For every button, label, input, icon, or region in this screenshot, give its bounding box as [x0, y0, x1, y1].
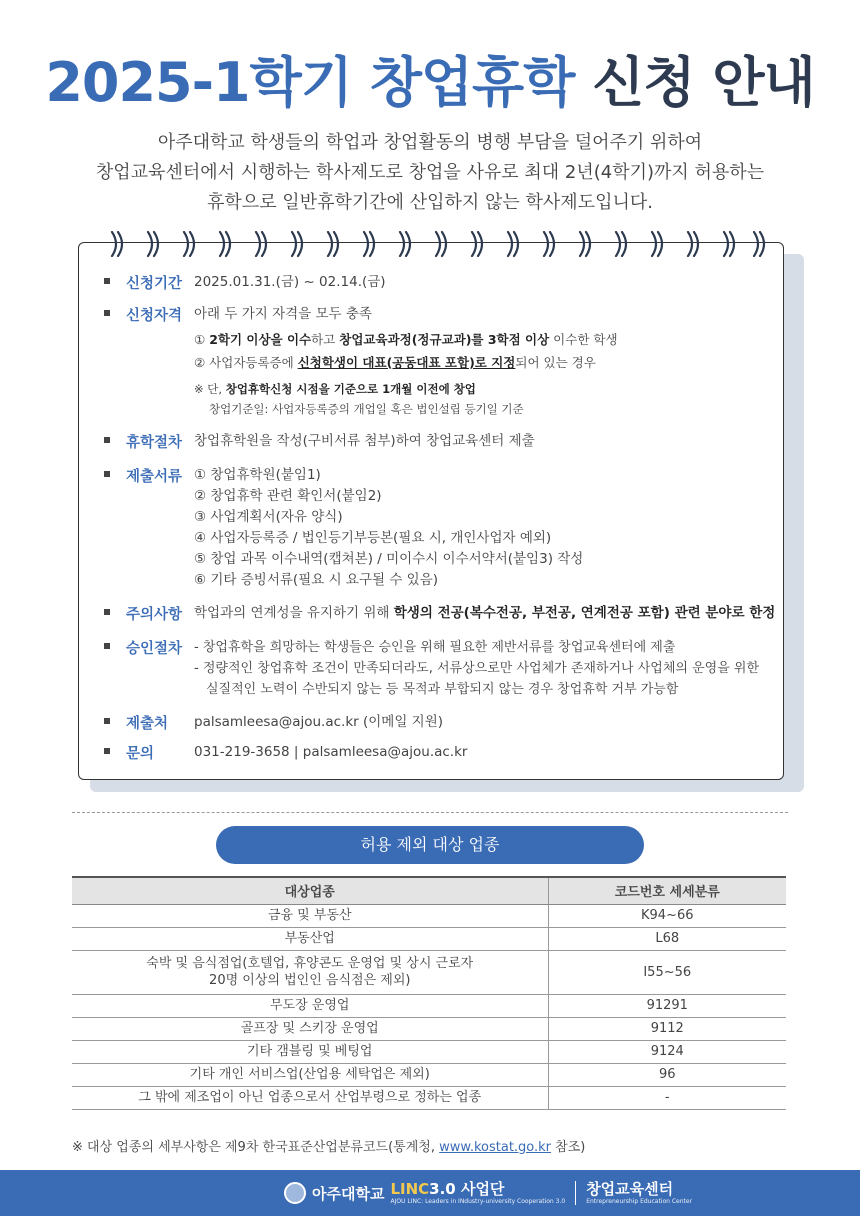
document-item: ④ 사업자등록증 / 법인등기부등본(필요 시, 개인사업자 예외): [194, 530, 552, 546]
kostat-link[interactable]: www.kostat.go.kr: [439, 1140, 552, 1155]
approval-text: [194, 637, 759, 700]
table-row: 숙박 및 음식점업(호텔업, 휴양콘도 운영업 및 상시 근로자 20명 이상의 법인인 음식점은 제외) I55~56: [72, 950, 786, 994]
footer-bar: [0, 1170, 860, 1216]
logo-divider: [575, 1181, 576, 1205]
documents-list: [194, 465, 583, 591]
table-row: 무도장 운영업 91291: [72, 994, 786, 1017]
item-label: 제출서류: [126, 469, 183, 485]
item-label: 문의: [126, 746, 155, 762]
item-label: 신청기간: [126, 276, 183, 292]
intro-line: 창업교육센터에서 시행하는 학사제도로 창업을 사유로 최대 2년(4학기)까지 허용하는: [95, 162, 765, 183]
condition-2: ② 사업자등록증에 신청학생이 대표(공동대표 포함)로 지정되어 있는 경우: [194, 355, 596, 370]
excluded-table: [72, 876, 786, 1110]
bullet-icon: [104, 471, 110, 477]
intro-text: [0, 128, 860, 218]
table-row: 부동산업 L68: [72, 927, 786, 950]
approval-line: - 창업휴학을 희망하는 학생들은 승인을 위해 필요한 제반서류를 창업교육센터에 제출: [194, 640, 676, 655]
item-value: 2025.01.31.(금) ~ 02.14.(금): [194, 274, 386, 290]
item-label: 휴학절차: [126, 435, 183, 451]
bullet-icon: [104, 609, 110, 615]
eligibility-note: ※ 단, 창업휴학신청 시점을 기준으로 1개월 이전에 창업: [194, 382, 476, 396]
approval-line: - 정량적인 창업휴학 조건이 만족되더라도, 서류상으로만 사업체가 존재하거나 사업체의 운영을 위한: [194, 661, 760, 676]
bullet-icon: [104, 278, 110, 284]
footnote: ※ 대상 업종의 세부사항은 제9차 한국표준산업분류코드(통계청, www.kostat.go.kr 참조): [72, 1140, 586, 1155]
bullet-icon: [104, 310, 110, 316]
title-part1: 2025-1학기 창업휴학: [45, 51, 575, 114]
intro-line: 휴학으로 일반휴학기간에 산입하지 않는 학사제도입니다.: [207, 192, 653, 213]
eligibility-note-date: 창업기준일: 사업자등록증의 개업일 혹은 법인설립 등기일 기준: [209, 402, 524, 416]
item-label: 신청자격: [126, 308, 183, 324]
linc-logo: LINC3.0 사업단 AJOU LINC: Leaders in INdustry-university Cooperation 3.0: [390, 1180, 566, 1205]
intro-line: 아주대학교 학생들의 학업과 창업활동의 병행 부담을 덜어주기 위하여: [157, 132, 703, 153]
document-item: ⑥ 기타 증빙서류(필요 시 요구될 수 있음): [194, 572, 438, 588]
table-row: 기타 개인 서비스업(산업용 세탁업은 제외) 96: [72, 1063, 786, 1086]
table-row: 금융 및 부동산 K94~66: [72, 904, 786, 927]
document-item: ⑤ 창업 과목 이수내역(캡쳐본) / 미이수시 이수서약서(붙임3) 작성: [194, 551, 584, 567]
bullet-icon: [104, 643, 110, 649]
center-logo: 창업교육센터 Entrepreneurship Education Center: [586, 1180, 693, 1205]
university-emblem-icon: [284, 1182, 306, 1204]
contact-info[interactable]: 031-219-3658 | palsamleesa@ajou.ac.kr: [194, 744, 468, 760]
university-name: 아주대학교: [312, 1184, 385, 1203]
footer-logos: [284, 1179, 692, 1207]
submit-email[interactable]: palsamleesa@ajou.ac.kr (이메일 지원): [194, 714, 444, 730]
bullet-icon: [104, 748, 110, 754]
page-title: [0, 48, 860, 118]
item-label: 주의사항: [126, 607, 183, 623]
table-row: 그 밖에 제조업이 아닌 업종으로서 산업부령으로 정하는 업종 -: [72, 1086, 786, 1109]
bullet-icon: [104, 437, 110, 443]
excluded-heading: 허용 제외 대상 업종: [216, 826, 644, 864]
item-value: 학업과의 연계성을 유지하기 위해 학생의 전공(복수전공, 부전공, 연계전공 포함) 관련 분야로 한정: [194, 605, 776, 621]
column-header: 대상업종: [72, 877, 548, 904]
document-item: ③ 사업계획서(자유 양식): [194, 509, 343, 525]
column-header: 코드번호 세세분류: [548, 877, 786, 904]
approval-line: 실질적인 노력이 수반되지 않는 등 목적과 부합되지 않는 경우 창업휴학 거부 가능함: [206, 682, 679, 697]
item-value: 창업휴학원을 작성(구비서류 첨부)하여 창업교육센터 제출: [194, 433, 535, 449]
spiral-binding-icon: [108, 228, 768, 262]
condition-1: ① 2학기 이상을 이수하고 창업교육과정(정규교과)를 3학점 이상 이수한 학생: [194, 332, 618, 347]
title-part2: 신청 안내: [592, 51, 815, 114]
item-value: 아래 두 가지 자격을 모두 충족: [194, 306, 372, 322]
document-item: ① 창업휴학원(붙임1): [194, 467, 321, 483]
item-label: 승인절차: [126, 641, 183, 657]
table-row: 골프장 및 스키장 운영업 9112: [72, 1017, 786, 1040]
table-header-row: [72, 877, 786, 904]
item-label: 제출처: [126, 716, 169, 732]
table-row: 기타 갬블링 및 베팅업 9124: [72, 1040, 786, 1063]
section-divider: [72, 812, 788, 813]
bullet-icon: [104, 718, 110, 724]
document-item: ② 창업휴학 관련 확인서(붙임2): [194, 488, 382, 504]
